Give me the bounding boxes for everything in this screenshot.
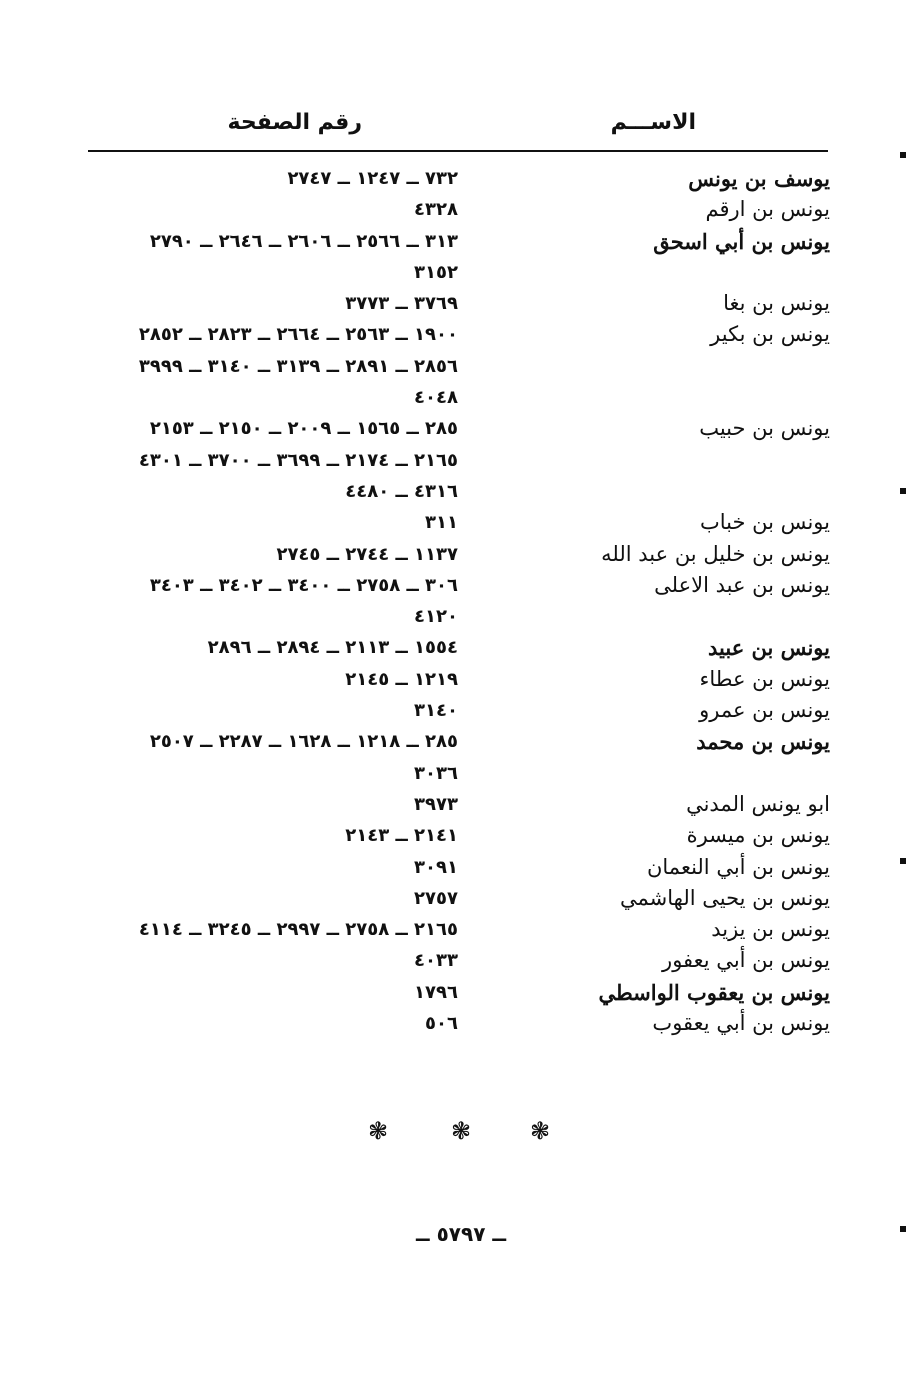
edge-mark	[900, 488, 906, 494]
entry-name: يونس بن عبد الاعلى	[654, 572, 830, 597]
entry-page-numbers: ١٧٩٦	[414, 981, 458, 1003]
entry-page-numbers: ٤٣٢٨	[414, 199, 458, 221]
entry-name: ابو يونس المدني	[686, 791, 830, 816]
index-row	[0, 319, 906, 350]
entry-page-numbers: ١٩٠٠ ــ ٢٥٦٣ ــ ٢٦٦٤ ــ ٢٨٢٣ ــ ٢٨٥٢	[138, 324, 458, 346]
entry-page-numbers: ٢٨٥ ــ ١٢١٨ ــ ١٦٢٨ ــ ٢٢٨٧ ــ ٢٥٠٧	[149, 731, 458, 753]
entry-page-numbers: ٢٨٥ ــ ١٥٦٥ ــ ٢٠٠٩ ــ ٢١٥٠ ــ ٢١٥٣	[149, 418, 458, 440]
entry-page-numbers: ٣١٤٠	[414, 700, 458, 722]
entry-name: يونس بن يعقوب الواسطي	[598, 979, 830, 1005]
entry-page-numbers: ١٢١٩ ــ ٢١٤٥	[345, 668, 458, 690]
index-row	[0, 382, 906, 413]
index-row	[0, 726, 906, 757]
entry-name: يوسف بن يونس	[688, 166, 830, 191]
edge-mark	[900, 1226, 906, 1232]
entry-page-numbers: ٣٧٦٩ ــ ٣٧٧٣	[345, 293, 458, 315]
ornament-star: ❃	[368, 1117, 389, 1145]
index-table	[0, 163, 906, 1039]
entry-name: يونس بن بكير	[710, 322, 830, 347]
entry-page-numbers: ٣٠٦ ــ ٢٧٥٨ ــ ٣٤٠٠ ــ ٣٤٠٢ ــ ٣٤٠٣	[149, 574, 458, 596]
entry-page-numbers: ١١٣٧ ــ ٢٧٤٤ ــ ٢٧٤٥	[276, 543, 458, 565]
index-row	[0, 194, 906, 225]
index-row	[0, 163, 906, 194]
index-row	[0, 1008, 906, 1039]
index-row	[0, 914, 906, 945]
index-row	[0, 977, 906, 1008]
index-row	[0, 445, 906, 476]
index-row	[0, 288, 906, 319]
entry-page-numbers: ١٥٥٤ ــ ٢١١٣ ــ ٢٨٩٤ ــ ٢٨٩٦	[207, 637, 458, 659]
index-row	[0, 695, 906, 726]
index-row	[0, 632, 906, 663]
index-row	[0, 257, 906, 288]
entry-page-numbers: ٥٠٦	[425, 1013, 458, 1035]
edge-mark	[900, 152, 906, 158]
entry-name: يونس بن حبيب	[699, 416, 830, 441]
index-row	[0, 945, 906, 976]
index-row	[0, 413, 906, 444]
entry-name: يونس بن محمد	[696, 729, 830, 755]
entry-page-numbers: ٣٠٩١	[414, 856, 458, 878]
entry-name: يونس بن ارقم	[705, 197, 830, 222]
entry-page-numbers: ٤١٢٠	[414, 606, 458, 628]
entry-name: يونس بن بغا	[723, 291, 830, 316]
ornament-star: ❃	[451, 1117, 472, 1145]
index-row	[0, 789, 906, 820]
entry-name: يونس بن عطاء	[699, 666, 830, 691]
entry-page-numbers: ٤٠٣٣	[414, 950, 458, 972]
entry-name: يونس بن عمرو	[699, 698, 830, 723]
entry-page-numbers: ٢٧٥٧	[414, 887, 458, 909]
entry-page-numbers: ٣٩٧٣	[414, 793, 458, 815]
index-row	[0, 351, 906, 382]
header-rule	[88, 150, 828, 152]
entry-page-numbers: ٤٠٤٨	[414, 387, 458, 409]
index-row	[0, 601, 906, 632]
index-row	[0, 820, 906, 851]
entry-name: يونس بن أبي النعمان	[646, 854, 830, 879]
entry-page-numbers: ٧٣٢ ــ ١٢٤٧ ــ ٢٧٤٧	[287, 168, 458, 189]
page-number: ــ ٥٧٩٧ ــ	[415, 1222, 507, 1246]
entry-page-numbers: ٢١٦٥ ــ ٢٧٥٨ ــ ٢٩٩٧ ــ ٣٢٤٥ ــ ٤١١٤	[138, 919, 458, 941]
index-row	[0, 539, 906, 570]
entry-name: يونس بن ميسرة	[686, 823, 830, 848]
entry-page-numbers: ٢٨٥٦ ــ ٢٨٩١ ــ ٣١٣٩ ــ ٣١٤٠ ــ ٣٩٩٩	[138, 355, 458, 377]
index-row	[0, 664, 906, 695]
edge-mark	[900, 858, 906, 864]
index-row	[0, 883, 906, 914]
ornament-star: ❃	[530, 1117, 551, 1145]
column-header-name: الاســـم	[610, 110, 696, 135]
entry-page-numbers: ٣٠٣٦	[414, 762, 458, 784]
index-row	[0, 570, 906, 601]
entry-page-numbers: ٣١١	[425, 512, 458, 534]
entry-page-numbers: ٢١٤١ ــ ٢١٤٣	[345, 825, 458, 847]
entry-name: يونس بن أبي يعفور	[662, 948, 830, 973]
index-row	[0, 507, 906, 538]
index-row	[0, 226, 906, 257]
index-row	[0, 758, 906, 789]
entry-name: يونس بن أبي يعقوب	[652, 1011, 830, 1036]
entry-name: يونس بن عبيد	[708, 635, 830, 661]
entry-name: يونس بن خباب	[700, 510, 830, 535]
entry-page-numbers: ٣١٥٢	[414, 261, 458, 283]
entry-name: يونس بن يحيى الهاشمي	[620, 885, 830, 910]
entry-page-numbers: ٤٣١٦ ــ ٤٤٨٠	[345, 480, 458, 502]
entry-page-numbers: ٢١٦٥ ــ ٢١٧٤ ــ ٣٦٩٩ ــ ٣٧٠٠ ــ ٤٣٠١	[138, 449, 458, 471]
index-row	[0, 476, 906, 507]
section-ornament	[0, 1116, 906, 1146]
entry-name: يونس بن أبي اسحق	[653, 228, 830, 254]
column-header-page-number: رقم الصفحة	[227, 110, 362, 135]
index-row	[0, 852, 906, 883]
entry-name: يونس بن خليل بن عبد الله	[601, 541, 830, 566]
entry-name: يونس بن يزيد	[711, 917, 830, 942]
entry-page-numbers: ٣١٣ ــ ٢٥٦٦ ــ ٢٦٠٦ ــ ٢٦٤٦ ــ ٢٧٩٠	[149, 230, 458, 252]
